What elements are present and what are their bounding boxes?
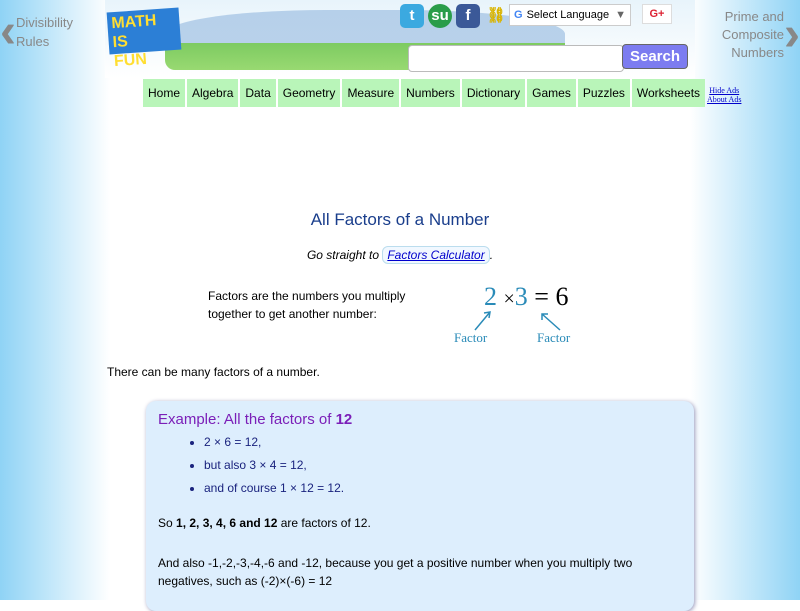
nav-algebra[interactable]: Algebra: [187, 79, 238, 107]
go-text: .: [489, 248, 494, 262]
next-label: Prime and: [724, 9, 785, 24]
google-plus-button[interactable]: G+: [642, 4, 672, 24]
example-number: 12: [335, 411, 353, 428]
factor-definition: Factors are the numbers you multiply together to get another number:: [208, 289, 406, 321]
many-factors-text: There can be many factors of a number.: [107, 365, 320, 379]
factors-summary: [158, 516, 371, 530]
example-box: [146, 401, 694, 611]
nav-games[interactable]: Games: [527, 79, 576, 107]
language-select[interactable]: [509, 4, 631, 26]
summary-text: are factors of 12.: [277, 516, 371, 530]
list-item: • and of course 1 × 12 = 12.: [204, 477, 344, 500]
factor-a: 2: [484, 282, 497, 311]
next-label: Composite: [721, 27, 785, 42]
example-list: [188, 431, 344, 500]
list-item: • but also 3 × 4 = 12,: [204, 454, 344, 477]
nav-data[interactable]: Data: [240, 79, 275, 107]
factor-b: 3: [514, 282, 528, 311]
facebook-icon[interactable]: f: [456, 4, 480, 28]
times-sign: ×: [503, 288, 515, 310]
product: = 6: [534, 282, 569, 311]
prev-label: Divisibility: [15, 15, 74, 30]
main-nav: [143, 79, 705, 107]
page-title: All Factors of a Number: [310, 210, 490, 229]
dropdown-arrow-icon: ▼: [615, 9, 626, 21]
prev-label: Rules: [15, 34, 50, 49]
chevron-right-icon: ›: [784, 8, 800, 61]
summary-text: So: [158, 516, 177, 530]
logo[interactable]: MATH IS FUN: [107, 8, 182, 55]
nav-worksheets[interactable]: Worksheets: [632, 79, 705, 107]
summary-bold: 1, 2, 3, 4, 6 and 12: [176, 516, 278, 530]
about-ads-link[interactable]: About Ads: [707, 95, 742, 104]
left-gradient: [0, 0, 110, 600]
factors-calculator-link[interactable]: Factors Calculator: [382, 246, 489, 264]
search-button[interactable]: Search: [622, 44, 688, 69]
go-text: Go straight to: [306, 248, 383, 262]
factor-label: Factor: [537, 330, 571, 345]
factor-arrows: [470, 308, 580, 332]
chevron-left-icon: ‹: [0, 5, 16, 58]
link-icon[interactable]: ⛓: [486, 7, 506, 24]
twitter-icon[interactable]: t: [400, 4, 424, 28]
next-label: Numbers: [731, 45, 785, 60]
hide-ads-link[interactable]: Hide Ads: [709, 86, 740, 95]
search-input[interactable]: [408, 45, 624, 72]
social-links: [400, 4, 508, 28]
language-label: Select Language: [526, 9, 610, 21]
factor-label: Factor: [454, 330, 488, 345]
nav-geometry[interactable]: Geometry: [278, 79, 341, 107]
example-title: [158, 411, 352, 428]
nav-dictionary[interactable]: Dictionary: [462, 79, 525, 107]
stumbleupon-icon[interactable]: su: [428, 4, 452, 28]
nav-puzzles[interactable]: Puzzles: [578, 79, 630, 107]
list-item: • 2 × 6 = 12,: [204, 431, 344, 454]
negative-factors-text: And also -1,-2,-3,-4,-6 and -12, because you get a positive number when you multiply two negatives, such as (-2)×(-6) = 12: [158, 556, 633, 588]
google-icon: G: [514, 9, 523, 21]
nav-measure[interactable]: Measure: [342, 79, 399, 107]
nav-home[interactable]: Home: [143, 79, 185, 107]
nav-numbers[interactable]: Numbers: [401, 79, 460, 107]
next-page-link[interactable]: [722, 8, 800, 62]
example-title-text: Example: All the factors of: [158, 411, 336, 428]
calculator-prompt: [0, 246, 800, 264]
prev-page-link[interactable]: [0, 5, 74, 58]
